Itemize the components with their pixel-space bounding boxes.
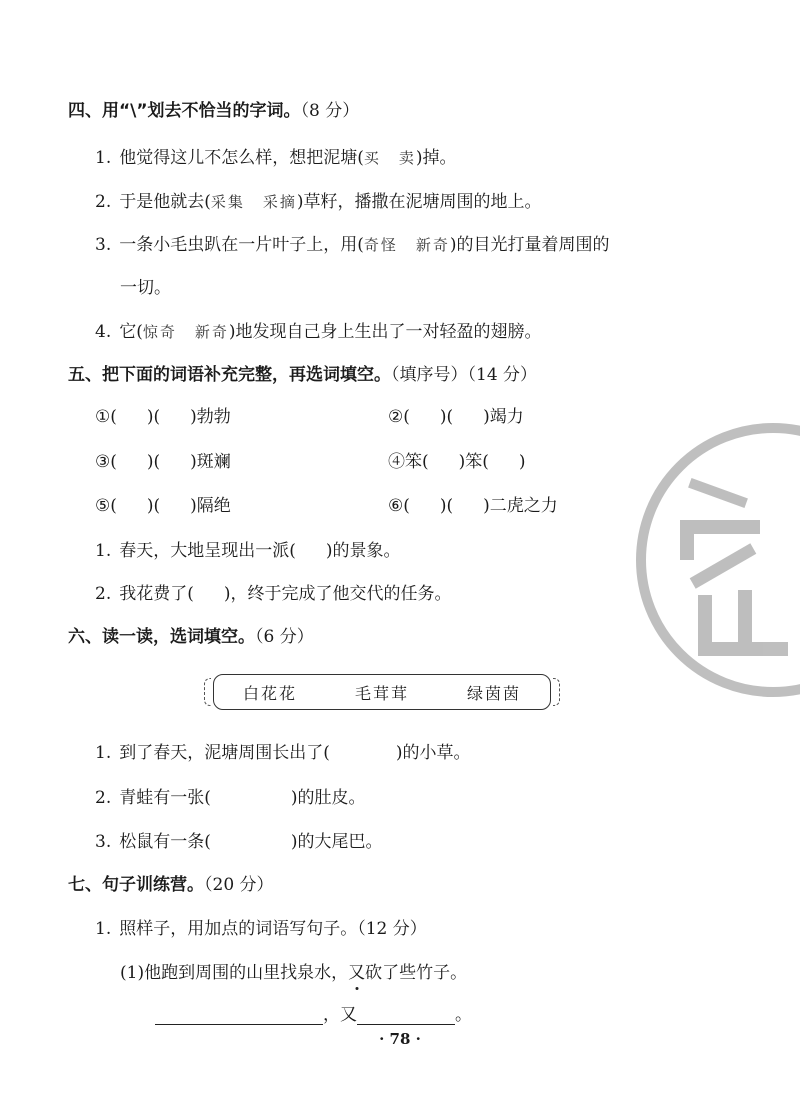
section-7-title: 七、句子训练营。 [68,875,204,895]
confidential-seal-icon [628,420,800,700]
answer-blank-2[interactable] [357,1008,455,1025]
section-5-heading [68,360,537,385]
section-4-points: （8 分） [300,101,360,121]
section-6-points: （6 分） [255,627,314,647]
answer-connector: ，又 [323,1005,357,1025]
choice-a[interactable]: 惊奇 [142,323,177,341]
item-number: 3. [95,235,112,255]
section-4-title: 四、用“\”划去不恰当的字词。 [68,101,301,121]
s4-item-4 [95,317,542,342]
word-3[interactable]: ③( )( )斑斓 [95,452,231,472]
s6-sentence-1: 1. 到了春天，泥塘周围长出了( )的小草。 [95,743,471,763]
item-number: 1. [95,148,112,168]
emphasized-word: 又 [348,958,365,983]
item-text-pre: 它( [119,322,143,342]
item-text-pre: 一条小毛虫趴在一片叶子上，用( [119,235,364,255]
item-number: 2. [95,192,112,212]
item-text-post: )草籽，播撒在泥塘周围的地上。 [296,192,542,212]
choice-b[interactable]: 卖 [398,149,416,167]
item-text-post: )的目光打量着周围的 [449,235,610,255]
s7-subquestion-1: 1. 照样子，用加点的词语写句子。（12 分） [95,919,427,939]
item-text-pre: 他觉得这儿不怎么样，想把泥塘( [119,148,364,168]
item-text-post: )地发现自己身上生出了一对轻盈的翅膀。 [228,322,542,342]
s4-item-2 [95,187,542,212]
choice-word-1: 白花花 [242,683,297,703]
choice-a[interactable]: 奇怪 [363,236,398,254]
choice-b[interactable]: 新奇 [194,323,229,341]
answer-end: 。 [455,1005,472,1025]
section-5-points: （填序号）（14 分） [391,365,538,385]
s5-sentence-2: 2. 我花费了( )，终于完成了他交代的任务。 [95,584,452,604]
s6-sentence-2: 2. 青蛙有一张( )的肚皮。 [95,788,366,808]
section-7-points: （20 分） [204,875,274,895]
choice-b[interactable]: 新奇 [415,236,450,254]
s7-answer-line [155,1000,472,1025]
page-number: · 78 · [379,1030,421,1048]
section-4-heading [68,96,359,121]
section-6-heading [68,622,314,647]
s5-sentence-1: 1. 春天，大地呈现出一派( )的景象。 [95,541,401,561]
section-7-heading [68,870,274,895]
word-5[interactable]: ⑤( )( )隔绝 [95,496,231,516]
word-6[interactable]: ⑥( )( )二虎之力 [388,496,558,516]
s4-item-3-continued: 一切。 [120,278,171,298]
word-1[interactable]: ①( )( )勃勃 [95,407,231,427]
section-6-title: 六、读一读，选词填空。 [68,627,255,647]
item-text-pre: 于是他就去( [119,192,211,212]
item-text-post: )掉。 [415,148,457,168]
choice-word-3: 绿茵茵 [466,683,521,703]
choice-word-2: 毛茸茸 [354,683,409,703]
word-2[interactable]: ②( )( )竭力 [388,407,524,427]
section-5-title: 五、把下面的词语补充完整，再选词填空。 [68,365,391,385]
item-number: 4. [95,322,112,342]
s4-item-1 [95,143,457,168]
s7-example-sentence: (1)他跑到周围的山里找泉水，又砍了些竹子。 [120,958,467,983]
choice-a[interactable]: 买 [363,149,381,167]
s6-sentence-3: 3. 松鼠有一条( )的大尾巴。 [95,832,383,852]
s4-item-3 [95,230,610,255]
word-choice-box [213,674,551,710]
word-4[interactable]: ④笨( )笨( ) [388,452,526,472]
answer-blank-1[interactable] [155,1008,323,1025]
choice-a[interactable]: 采集 [210,193,245,211]
choice-b[interactable]: 采摘 [262,193,297,211]
